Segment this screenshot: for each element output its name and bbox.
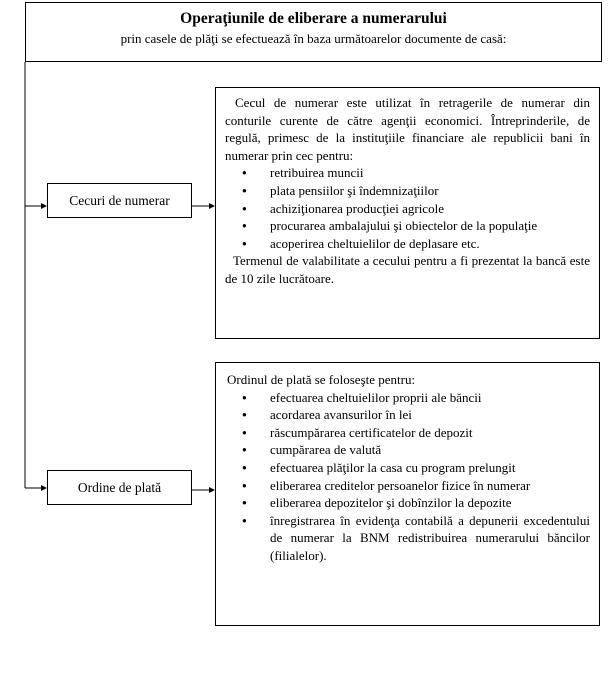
cecuri-description-box — [215, 87, 600, 339]
ordine-de-plata-box: Ordine de plată — [47, 470, 192, 505]
cecuri-purpose-list — [225, 164, 590, 252]
list-item: ● înregistrarea în evidenţa contabilă a depunerii excedentului de numerar la BNM redistribuirea numerarului băncilor (filialelor). — [225, 512, 590, 565]
list-item: ● efectuarea cheltuielilor proprii ale băncii — [225, 389, 590, 407]
cecuri-intro-text: Cecul de numerar este utilizat în retragerile de numerar din conturile curente de către agenţii economici. Întreprinderile, de regulă, primesc de la instituţiile financiare ale republicii bani în numerar prin cec pentru: — [225, 95, 590, 163]
list-item: ● acordarea avansurilor în lei — [225, 406, 590, 424]
list-item: ● efectuarea plăţilor la casa cu program prelungit — [225, 459, 590, 477]
list-item: ● cumpărarea de valută — [225, 441, 590, 459]
list-item: ● achiziţionarea producţiei agricole — [225, 200, 590, 218]
ordine-description-box — [215, 362, 600, 626]
cecuri-validity-text: Termenul de valabilitate a cecului pentru a fi prezentat la bancă este de 10 zile lucrătoare. — [225, 253, 590, 286]
ordine-purpose-list — [225, 389, 590, 565]
diagram-subtitle: prin casele de plăţi se efectuează în baza următoarelor documente de casă: — [120, 31, 507, 46]
list-item: ● acoperirea cheltuielilor de deplasare etc. — [225, 235, 590, 253]
list-item: ● eliberarea depozitelor şi dobînzilor la depozite — [225, 494, 590, 512]
ordine-intro-text: Ordinul de plată se foloseşte pentru: — [227, 372, 416, 387]
list-item: ● eliberarea creditelor persoanelor fizice în numerar — [225, 477, 590, 495]
list-item: ● retribuirea muncii — [225, 164, 590, 182]
header-box — [25, 2, 602, 62]
list-item: ● plata pensiilor şi îndemnizaţiilor — [225, 182, 590, 200]
diagram-title: Operaţiunile de eliberare a numerarului — [180, 10, 447, 27]
list-item: ● procurarea ambalajului şi obiectelor de la populaţie — [225, 217, 590, 235]
cecuri-de-numerar-box: Cecuri de numerar — [47, 183, 192, 218]
list-item: ● răscumpărarea certificatelor de depozit — [225, 424, 590, 442]
